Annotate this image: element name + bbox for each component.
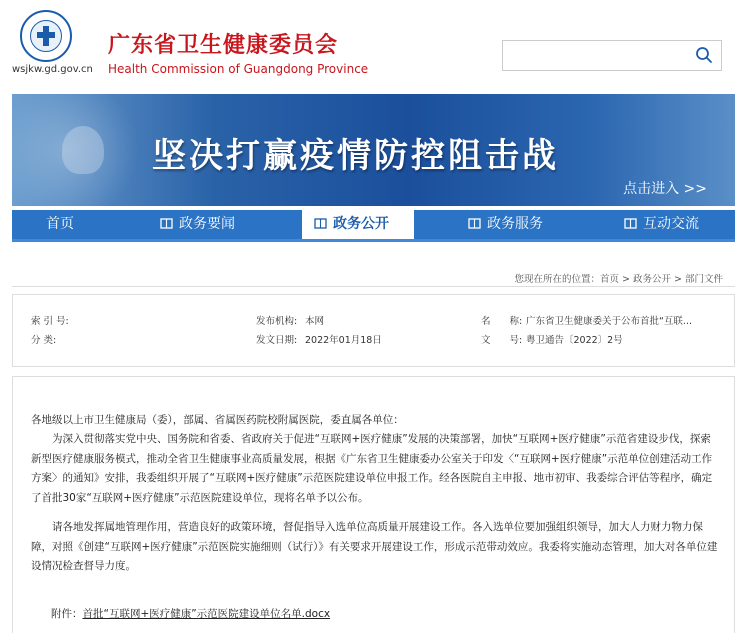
nav-item-label: 政务要闻: [179, 216, 235, 232]
breadcrumb-prefix: 您现在所在的位置：: [514, 274, 600, 285]
doc-number-label: 文 号:: [481, 335, 523, 346]
emblem-cross-horizontal: [37, 32, 55, 38]
divider: [12, 286, 735, 287]
nav-item-interaction[interactable]: [624, 210, 734, 239]
main-nav: [12, 210, 735, 242]
nav-item-news[interactable]: [160, 210, 270, 239]
search-input[interactable]: [503, 41, 696, 71]
nav-item-gov-open[interactable]: [302, 210, 414, 239]
site-header: [0, 0, 735, 88]
attachment: [51, 606, 330, 621]
site-title-en: Health Commission of Guangdong Province: [108, 62, 369, 76]
site-domain: wsjkw.gd.gov.cn: [12, 64, 93, 75]
nav-item-label: 首页: [46, 216, 74, 232]
attachment-label: 附件：: [51, 608, 83, 620]
nav-item-home[interactable]: [46, 210, 116, 239]
book-icon: [624, 217, 637, 230]
article-body: [12, 376, 735, 633]
site-title-cn[interactable]: 广东省卫生健康委员会: [108, 33, 339, 58]
book-icon: [160, 217, 173, 230]
emblem-logo[interactable]: [20, 10, 72, 62]
breadcrumb-item[interactable]: 政务公开: [632, 274, 671, 285]
nav-item-label: 政务公开: [333, 216, 389, 232]
book-icon: [468, 217, 481, 230]
doc-number-value: 粤卫通告〔2022〕2号: [526, 335, 623, 346]
issue-date-label: 发文日期:: [256, 335, 298, 346]
issue-date-value: 2022年01月18日: [305, 335, 382, 346]
article-paragraph: 请各地发挥属地管理作用，营造良好的政策环境，督促指导入选单位高质量开展建设工作。各入选单位要加强组织领导，加大人力财力物力保障，对照《创建“互联网+医疗健康”示范医院实施细则（试行）》有关要求开展建设工作，形成示范带动效应。我委将实施动态管理，加大对各单位建设情况检查督导力度。: [31, 521, 718, 572]
nav-item-label: 政务服务: [487, 216, 543, 232]
search-icon[interactable]: [695, 46, 713, 64]
breadcrumb: [514, 271, 723, 285]
publisher-label: 发布机构:: [256, 316, 298, 327]
breadcrumb-separator: >: [670, 274, 685, 285]
epidemic-banner[interactable]: [12, 94, 735, 206]
article-paragraph: 为深入贯彻落实党中央、国务院和省委、省政府关于促进“互联网+医疗健康”发展的决策部署，加快“互联网+医疗健康”示范省建设步伐，探索新型医疗健康服务模式，推动全省卫生健康事业高质量发展，根据《广东省卫生健康委办公室关于印发〈“互联网+医疗健康”示范单位创建活动工作方案〉的通知》安排，我委组织开展了“互联网+医疗健康”示范医院建设单位申报工作。经各医院自主申报、地市初审、我委综合评估等程序，确定了首批30家“互联网+医疗健康”示范医院建设单位，现将名单予以公布。: [31, 433, 713, 504]
banner-enter-link[interactable]: 点击进入 >>: [623, 181, 707, 197]
doc-name-label: 名 称:: [481, 316, 523, 327]
banner-headline: 坚决打赢疫情防控阻击战: [152, 136, 559, 176]
document-info-box: [12, 294, 735, 367]
attachment-link[interactable]: 首批“互联网+医疗健康”示范医院建设单位名单.docx: [82, 608, 331, 620]
banner-figure: [62, 126, 104, 174]
publisher-value: 本网: [305, 316, 325, 327]
index-number-label: 索 引 号:: [31, 316, 69, 327]
breadcrumb-separator: >: [618, 274, 633, 285]
book-icon: [314, 217, 327, 230]
nav-item-label: 互动交流: [643, 216, 699, 232]
search-box: [502, 40, 722, 71]
nav-item-services[interactable]: [468, 210, 578, 239]
breadcrumb-item[interactable]: 部门文件: [684, 274, 723, 285]
category-label: 分 类:: [31, 335, 57, 346]
doc-name-value: 广东省卫生健康委关于公布首批“互联...: [526, 316, 692, 327]
breadcrumb-item[interactable]: 首页: [599, 274, 619, 285]
article-salutation: 各地级以上市卫生健康局（委），部属、省属医药院校附属医院，委直属各单位：: [31, 414, 404, 426]
